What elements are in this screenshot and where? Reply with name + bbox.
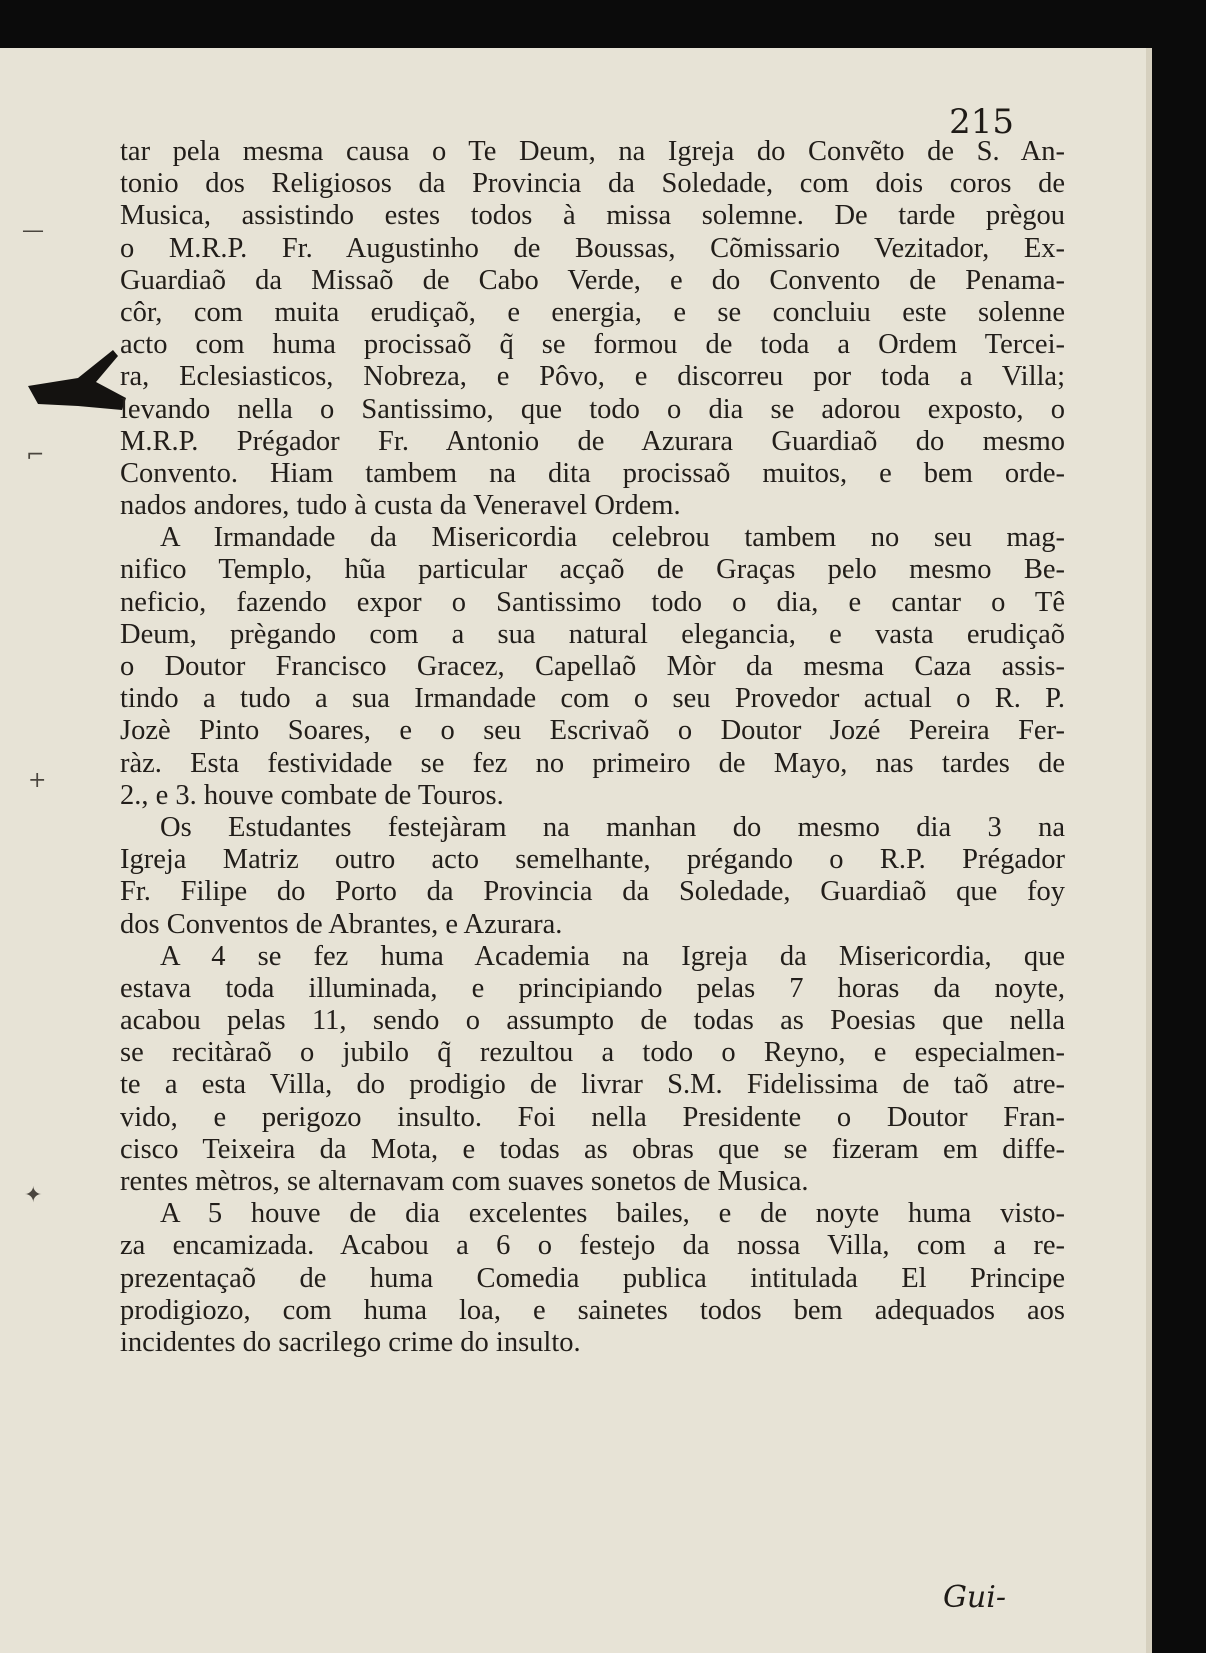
text-line: Jozè Pinto Soares, e o seu Escrivaõ o Doutor Jozé Pereira Fer- — [120, 715, 1065, 747]
text-line: cisco Teixeira da Mota, e todas as obras que se fizeram em diffe- — [120, 1133, 1065, 1165]
text-line: ra, Eclesiasticos, Nobreza, e Pôvo, e discorreu por toda a Villa; — [120, 361, 1065, 393]
text-line: nifico Templo, hũa particular acçaõ de Graças pelo mesmo Be- — [120, 554, 1065, 586]
paragraph — [120, 522, 1065, 812]
text-line: vido, e perigozo insulto. Foi nella Presidente o Doutor Fran- — [120, 1101, 1065, 1133]
text-line: incidentes do sacrilego crime do insulto. — [120, 1326, 581, 1358]
text-line: prodigiozo, com huma loa, e sainetes todos bem adequados aos — [120, 1294, 1065, 1326]
text-line: o Doutor Francisco Gracez, Capellaõ Mòr da mesma Caza assis- — [120, 651, 1065, 682]
catchword: Gui- — [942, 1580, 1006, 1615]
paragraph — [120, 941, 1065, 1199]
text-line: nados andores, tudo à custa da Veneravel Ordem. — [120, 490, 681, 522]
text-line: o M.R.P. Fr. Augustinho de Boussas, Cõmissario Vezitador, Ex- — [120, 232, 1065, 264]
text-line: Convento. Hiam tambem na dita procissaõ muitos, e bem orde- — [120, 457, 1065, 489]
text-line: ràz. Esta festividade se fez no primeiro de Mayo, nas tardes de — [120, 747, 1065, 779]
text-line: M.R.P. Prégador Fr. Antonio de Azurara Guardiaõ do mesmo — [120, 425, 1065, 457]
margin-mark: ✦ — [24, 1183, 43, 1208]
pointing-hand-icon — [18, 348, 128, 418]
text-line: neficio, fazendo expor o Santissimo todo o dia, e cantar o Tê — [120, 586, 1065, 618]
text-line: A Irmandade da Misericordia celebrou tambem no seu mag- — [160, 522, 1065, 554]
book-page — [0, 48, 1152, 1653]
text-line: rentes mètros, se alternavam com suaves sonetos de Musica. — [120, 1166, 809, 1197]
text-line: tonio dos Religiosos da Provincia da Soledade, com dois coros de — [120, 168, 1065, 200]
paragraph — [120, 136, 1065, 522]
page-number: 215 — [949, 102, 1014, 142]
text-line: tindo a tudo a sua Irmandade com o seu Provedor actual o R. P. — [120, 683, 1065, 715]
text-line: Guardiaõ da Missaõ de Cabo Verde, e do Convento de Penama- — [120, 264, 1065, 296]
text-line: Deum, prègando com a sua natural elegancia, e vasta erudiçaõ — [120, 618, 1065, 650]
text-line: côr, com muita erudiçaõ, e energia, e se concluiu este solenne — [120, 296, 1065, 328]
margin-mark: + — [28, 768, 47, 793]
text-line: se recitàraõ o jubilo q̃ rezultou a todo o Reyno, e especialmen- — [120, 1037, 1065, 1069]
text-line: estava toda illuminada, e principiando pelas 7 horas da noyte, — [120, 972, 1065, 1004]
text-line: za encamizada. Acabou a 6 o festejo da nossa Villa, com a re- — [120, 1230, 1065, 1262]
text-line: Fr. Filipe do Porto da Provincia da Soledade, Guardiaõ que foy — [120, 876, 1065, 908]
text-line: A 5 houve de dia excelentes bailes, e de noyte huma visto- — [160, 1198, 1065, 1230]
margin-mark: ⌐ — [26, 443, 45, 468]
text-line: acto com huma procissaõ q̃ se formou de toda a Ordem Tercei- — [120, 329, 1065, 361]
paragraph — [120, 812, 1065, 941]
text-line: Musica, assistindo estes todos à missa solemne. De tarde prègou — [120, 200, 1065, 232]
text-line: Os Estudantes festejàram na manhan do mesmo dia 3 na — [160, 811, 1065, 843]
text-line: tar pela mesma causa o Te Deum, na Igreja do Convẽto de S. An- — [120, 136, 1065, 167]
text-line: 2., e 3. houve combate de Touros. — [120, 779, 504, 811]
text-line: Igreja Matriz outro acto semelhante, prégando o R.P. Prégador — [120, 844, 1065, 876]
text-line: prezentaçaõ de huma Comedia publica intitulada El Principe — [120, 1262, 1065, 1294]
text-line: dos Conventos de Abrantes, e Azurara. — [120, 908, 563, 940]
paragraph — [120, 1198, 1065, 1359]
text-line: te a esta Villa, do prodigio de livrar S.M. Fidelissima de taõ atre- — [120, 1069, 1065, 1101]
body-text — [120, 136, 1065, 1359]
text-line: A 4 se fez huma Academia na Igreja da Misericordia, que — [160, 940, 1065, 972]
text-line: levando nella o Santissimo, que todo o dia se adorou exposto, o — [120, 393, 1065, 425]
margin-mark: — — [22, 218, 44, 243]
text-line: acabou pelas 11, sendo o assumpto de todas as Poesias que nella — [120, 1005, 1065, 1037]
